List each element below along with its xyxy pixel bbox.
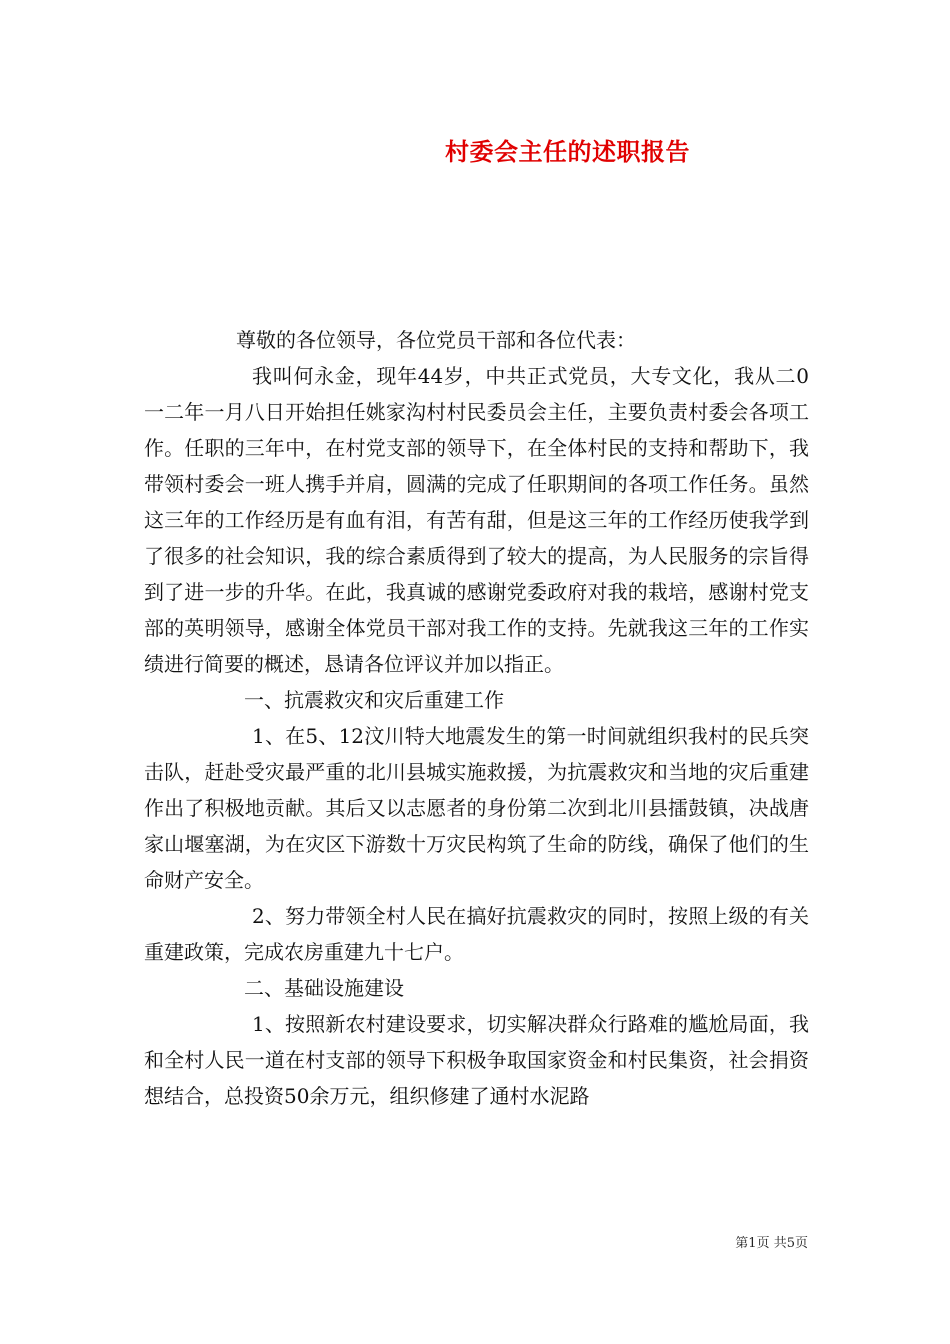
footer-suffix: 页 (794, 1236, 808, 1251)
document-body (144, 322, 809, 1114)
page-footer (735, 1232, 808, 1251)
footer-middle: 页 共 (756, 1236, 787, 1251)
salutation: 尊敬的各位领导，各位党员干部和各位代表： (236, 328, 636, 352)
footer-page-number: 1 (748, 1236, 757, 1251)
paragraph-intro: 我叫何永金，现年44岁，中共正式党员，大专文化，我从二0一二年一月八日开始担任姚家沟村村民委员会主任，主要负责村委会各项工作。任职的三年中，在村党支部的领导下，在全体村民的支持和帮助下，我带领村委会一班人携手并肩，圆满的完成了任职期间的各项工作任务。虽然这三年的工作经历是有血有泪，有苦有甜，但是这三年的工作经历使我学到了很多的社会知识，我的综合素质得到了较大的提高，为人民服务的宗旨得到了进一步的升华。在此，我真诚的感谢党委政府对我的栽培，感谢村党支部的英明领导，感谢全体党员干部对我工作的支持。先就我这三年的工作实绩进行简要的概述，恳请各位评议并加以指正。 (144, 364, 809, 676)
footer-prefix: 第 (735, 1236, 749, 1251)
paragraph-2-1: 1、按照新农村建设要求，切实解决群众行路难的尴尬局面，我和全村人民一道在村支部的领导下积极争取国家资金和村民集资，社会捐资想结合，总投资50余万元，组织修建了通村水泥路 (144, 1012, 809, 1108)
footer-total-pages: 5 (786, 1236, 795, 1251)
document-title: 村委会主任的述职报告 (445, 137, 690, 166)
paragraph-1-2: 2、努力带领全村人民在搞好抗震救灾的同时，按照上级的有关重建政策，完成农房重建九十七户。 (144, 904, 809, 964)
section-heading-2: 二、基础设施建设 (244, 976, 404, 1000)
paragraph-1-1: 1、在5、12汶川特大地震发生的第一时间就组织我村的民兵突击队，赶赴受灾最严重的北川县城实施救援，为抗震救灾和当地的灾后重建作出了积极地贡献。其后又以志愿者的身份第二次到北川县擂鼓镇，决战唐家山堰塞湖，为在灾区下游数十万灾民构筑了生命的防线，确保了他们的生命财产安全。 (144, 724, 809, 892)
section-heading-1: 一、抗震救灾和灾后重建工作 (244, 688, 504, 712)
